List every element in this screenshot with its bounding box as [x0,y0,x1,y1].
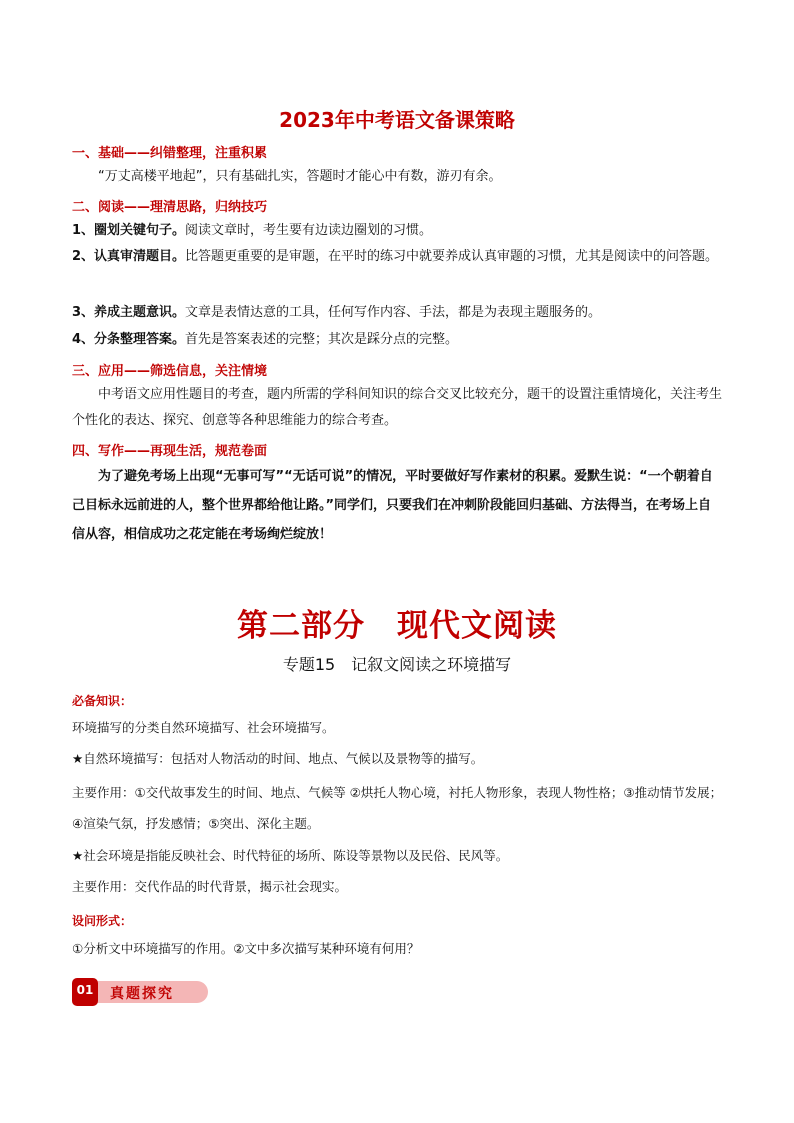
reading-item-lead: 4、分条整理答案。 [72,332,186,347]
reading-item-text: 比答题更重要的是审题，在平时的练习中就要养成认真审题的习惯，尤其是阅读中的问答题。 [185,249,719,264]
knowledge-line: ★社会环境是指能反映社会、时代特征的场所、陈设等景物以及民俗、民风等。 [72,848,509,863]
section-paragraph-application: 中考语文应用性题目的考查，题内所需的学科间知识的综合交叉比较充分，题干的设置注重情境化，关注考生个性化的表达、探究、创意等各种思维能力的综合考查。 [72,387,723,428]
reading-item-lead: 1、圈划关键句子。 [72,223,186,238]
knowledge-label: 必备知识： [72,694,133,708]
section-banner [72,976,212,1008]
section-paragraph-writing: 为了避免考场上出现“无事可写”“无话可说”的情况，平时要做好写作素材的积累。爱默生说：“一个朝着自己目标永远前进的人，整个世界都给他让路。”同学们，只要我们在冲刺阶段能回归基础、方法得当，在考场上自信从容，相信成功之花定能在考场绚烂绽放！ [72,469,713,542]
section-heading-reading: 二、阅读——理清思路，归纳技巧 [72,200,268,215]
section-paragraph-basics: “万丈高楼平地起”，只有基础扎实，答题时才能心中有数，游刃有余。 [98,169,502,184]
section-heading-writing: 四、写作——再现生活，规范卷面 [72,444,268,459]
reading-item-text: 文章是表情达意的工具，任何写作内容、手法，都是为表现主题服务的。 [185,305,602,320]
page-title: 2023年中考语文备课策略 [279,108,515,132]
part-subtitle: 专题15 记叙文阅读之环境描写 [282,655,512,674]
knowledge-line: 主要作用：①交代故事发生的时间、地点、气候等 ②烘托人物心境，衬托人物形象，表现人物性格；③推动情节发展；④渲染气氛，抒发感情；⑤突出、深化主题。 [72,785,723,831]
reading-item-text: 首先是答案表述的完整；其次是踩分点的完整。 [185,332,459,347]
banner-text: 真题探究 [110,986,174,1002]
reading-item-text: 阅读文章时，考生要有边读边圈划的习惯。 [185,223,433,238]
section-heading-basics: 一、基础——纠错整理，注重积累 [72,146,268,161]
reading-item [72,218,722,244]
question-form-label: 设问形式： [72,914,133,928]
knowledge-line: 环境描写的分类自然环境描写、社会环境描写。 [72,720,335,735]
reading-item [72,327,722,353]
reading-item-lead: 3、养成主题意识。 [72,305,186,320]
banner-number: 01 [76,983,94,997]
knowledge-line: 主要作用：交代作品的时代背景，揭示社会现实。 [72,879,348,894]
reading-item [72,244,722,270]
part-title: 第二部分 现代文阅读 [237,608,557,644]
reading-item [72,300,722,326]
section-heading-application: 三、应用——筛选信息，关注情境 [72,364,268,379]
question-form-text: ①分析文中环境描写的作用。②文中多次描写某种环境有何用？ [72,941,420,956]
knowledge-line: ★自然环境描写：包括对人物活动的时间、地点、气候以及景物等的描写。 [72,751,484,766]
reading-item-lead: 2、认真审清题目。 [72,249,186,264]
